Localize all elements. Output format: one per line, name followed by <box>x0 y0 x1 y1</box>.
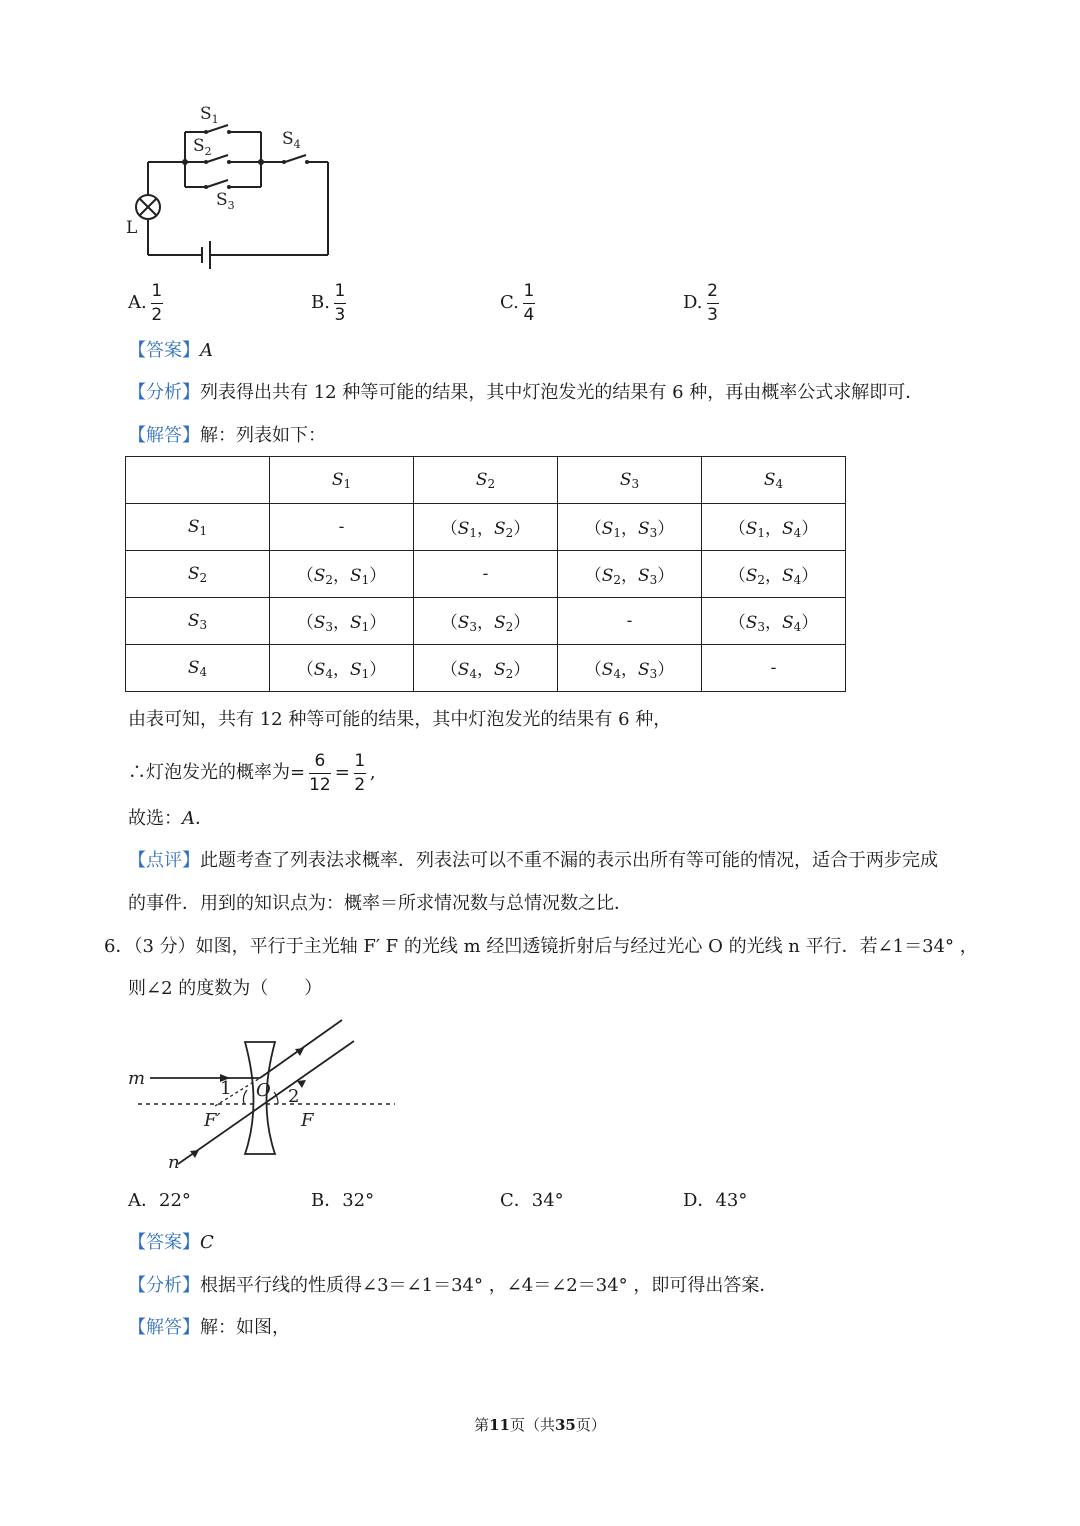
q5-option-b: B. $\frac{1}{3}$ <box>311 281 346 325</box>
q5-probability: ∴灯泡发光的概率为= $\frac{6}{12}$ = $\frac{1}{2}$ , <box>128 751 376 795</box>
table-cell: $S_4$ <box>702 457 846 504</box>
table-cell: $S_1$ <box>270 457 414 504</box>
q6-solution: 【解答】解：如图， <box>128 1317 290 1338</box>
q6-stem-cont: 则∠2 的度数为（ ） <box>128 978 323 999</box>
label-s3: $S_3$ <box>216 190 235 212</box>
table-cell: $S_2$ <box>126 551 270 598</box>
label-f: F <box>301 1110 314 1131</box>
table-cell: （$S_4$，$S_2$） <box>414 645 558 692</box>
q6-analysis: 【分析】根据平行线的性质得∠3＝∠1＝34° ，∠4＝∠2＝34° ，即可得出答案． <box>128 1275 778 1296</box>
q6-option-d: D． 43° <box>683 1190 748 1211</box>
table-cell: （$S_1$，$S_2$） <box>414 504 558 551</box>
table-row <box>126 504 846 551</box>
table-cell: （$S_3$，$S_2$） <box>414 598 558 645</box>
table-cell: （$S_1$，$S_3$） <box>558 504 702 551</box>
label-o: O <box>256 1080 271 1101</box>
table-cell: （$S_1$，$S_4$） <box>702 504 846 551</box>
page-footer: 第11页（共35页） <box>474 1416 606 1434</box>
label-s2: $S_2$ <box>193 136 212 158</box>
table-header-row <box>126 457 846 504</box>
table-cell: （$S_2$，$S_4$） <box>702 551 846 598</box>
label-n: n <box>168 1152 180 1173</box>
table-row <box>126 551 846 598</box>
label-f-prime: F′ <box>204 1110 221 1131</box>
table-cell: （$S_2$，$S_3$） <box>558 551 702 598</box>
table-cell: （$S_4$，$S_3$） <box>558 645 702 692</box>
q6-option-a: A． 22° <box>128 1190 191 1211</box>
table-cell: $S_3$ <box>126 598 270 645</box>
outcome-table <box>125 456 846 692</box>
q5-option-a: A. $\frac{1}{2}$ <box>128 281 163 325</box>
table-cell: （$S_4$，$S_1$） <box>270 645 414 692</box>
table-cell: $S_2$ <box>414 457 558 504</box>
q5-comment: 【点评】此题考查了列表法求概率．列表法可以不重不漏的表示出所有等可能的情况，适合于两步完成 <box>128 850 938 871</box>
table-cell: $S_3$ <box>558 457 702 504</box>
table-cell: $S_4$ <box>126 645 270 692</box>
table-cell: （$S_2$，$S_1$） <box>270 551 414 598</box>
table-cell: （$S_3$，$S_4$） <box>702 598 846 645</box>
label-s4: $S_4$ <box>282 129 301 151</box>
label-angle-1: 1 <box>220 1078 232 1099</box>
q5-comment-cont: 的事件．用到的知识点为：概率＝所求情况数与总情况数之比． <box>128 893 632 914</box>
table-row <box>126 645 846 692</box>
circuit-diagram <box>120 95 340 275</box>
q5-analysis: 【分析】列表得出共有 12 种等可能的结果，其中灯泡发光的结果有 6 种，再由概率公式求解即可． <box>128 382 924 403</box>
q5-option-c: C. $\frac{1}{4}$ <box>500 281 535 325</box>
q5-conclusion: 由表可知，共有 12 种等可能的结果，其中灯泡发光的结果有 6 种， <box>128 709 672 730</box>
q6-stem: 6．（3 分）如图，平行于主光轴 F′ F 的光线 m 经凹透镜折射后与经过光心 O 的光线 n 平行．若∠1＝34° ， <box>104 936 978 957</box>
q5-choose: 故选：A． <box>128 808 213 829</box>
table-cell: - <box>558 598 702 645</box>
table-cell <box>126 457 270 504</box>
q5-answer: 【答案】A <box>128 340 213 361</box>
q6-option-c: C． 34° <box>500 1190 564 1211</box>
q6-option-b: B． 32° <box>311 1190 375 1211</box>
label-m: m <box>128 1068 146 1089</box>
table-row <box>126 598 846 645</box>
q6-answer: 【答案】C <box>128 1232 214 1253</box>
table-cell: $S_1$ <box>126 504 270 551</box>
table-cell: - <box>270 504 414 551</box>
q5-option-d: D. $\frac{2}{3}$ <box>683 281 718 325</box>
q5-solution: 【解答】解：列表如下： <box>128 425 326 446</box>
label-angle-2: 2 <box>288 1086 300 1107</box>
table-cell: - <box>414 551 558 598</box>
table-cell: （$S_3$，$S_1$） <box>270 598 414 645</box>
table-cell: - <box>702 645 846 692</box>
lens-diagram <box>120 1012 410 1177</box>
label-l: L <box>126 218 138 238</box>
label-s1: $S_1$ <box>200 104 219 126</box>
